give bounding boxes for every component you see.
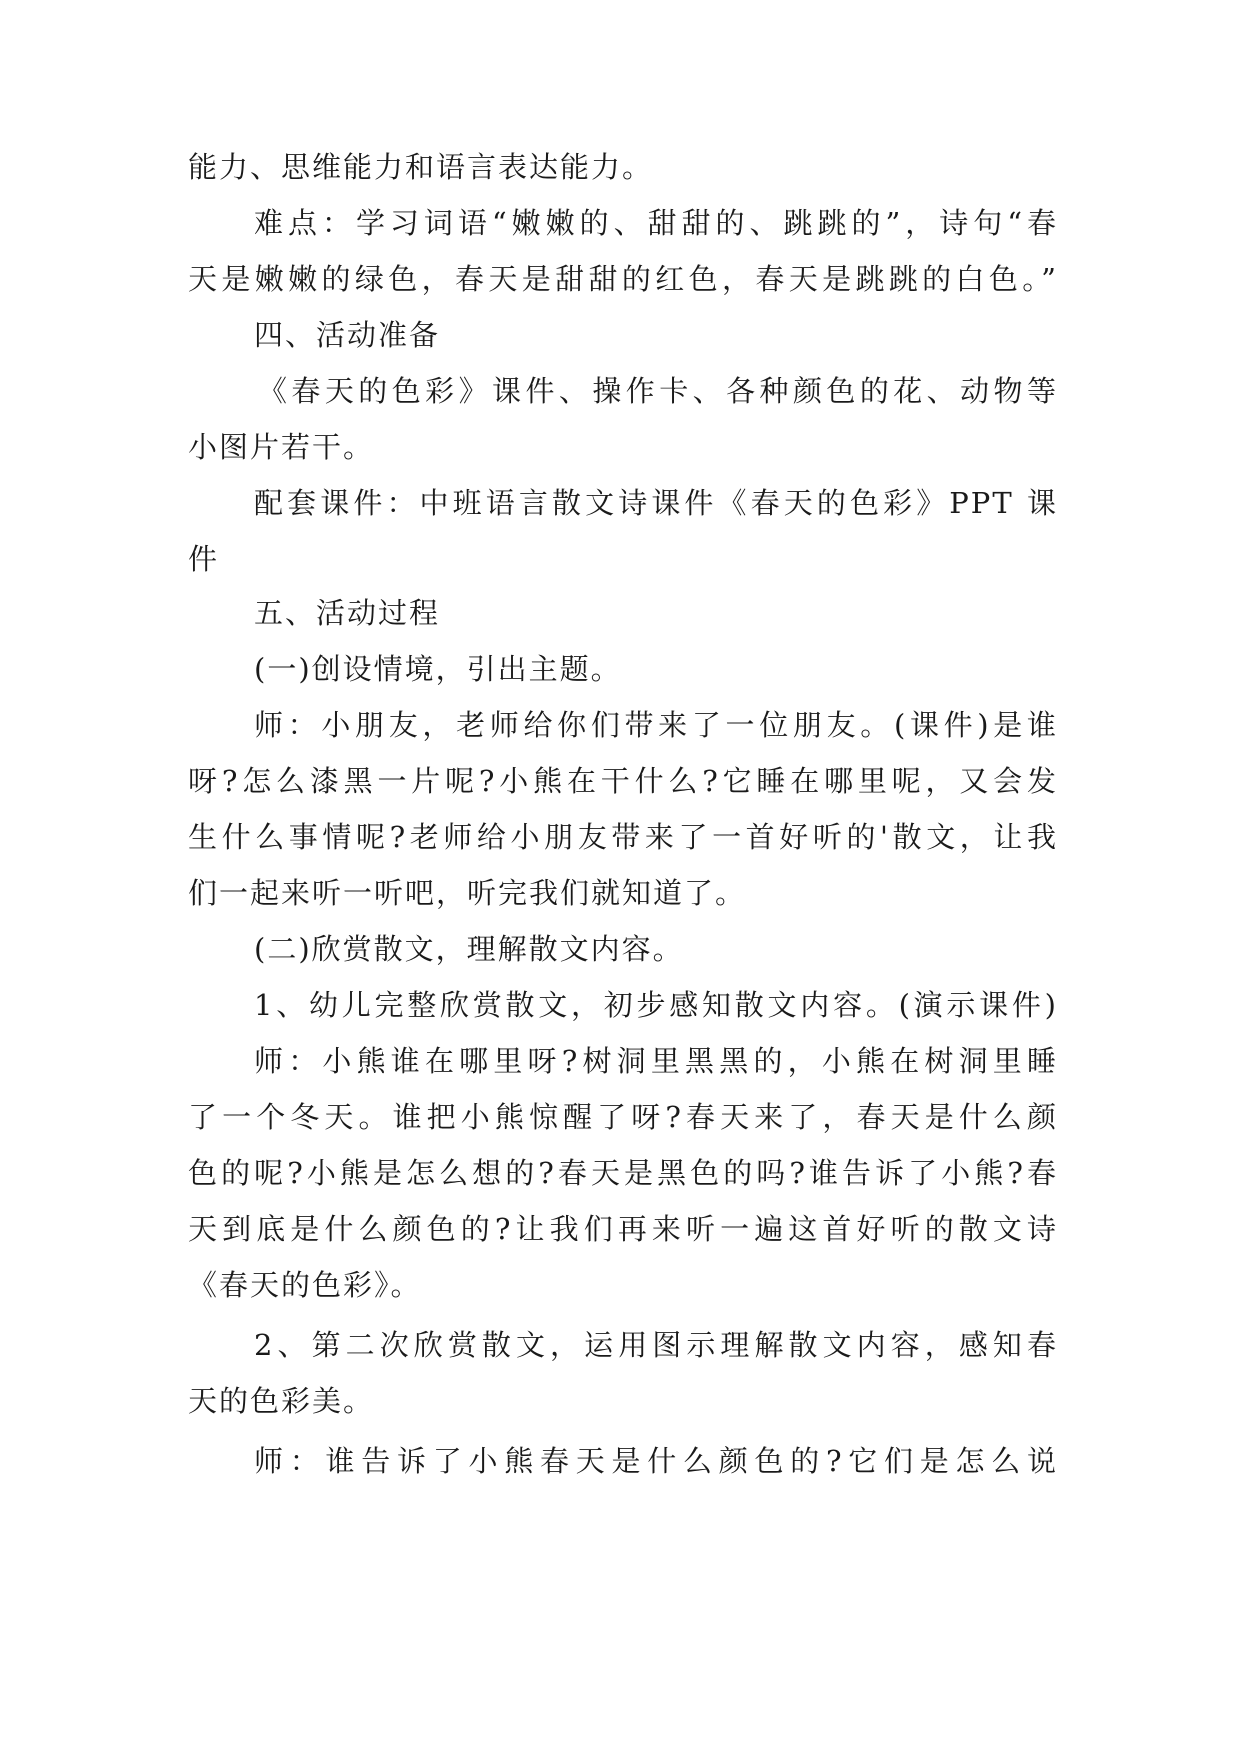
- text-line-19: 色的呢?小熊是怎么想的?春天是黑色的吗?谁告诉了小熊?春: [188, 1156, 1058, 1190]
- text-line-2: 难点：学习词语“嫩嫩的、甜甜的、跳跳的”，诗句“春: [254, 206, 1058, 240]
- text-line-22: 2、第二次欣赏散文，运用图示理解散文内容，感知春: [254, 1328, 1058, 1362]
- text-line-18: 了一个冬天。谁把小熊惊醒了呀?春天来了，春天是什么颜: [188, 1100, 1058, 1134]
- text-line-11: 师：小朋友，老师给你们带来了一位朋友。(课件)是谁: [254, 708, 1058, 742]
- text-line-14: 们一起来听一听吧，听完我们就知道了。: [188, 876, 747, 910]
- text-line-16: 1、幼儿完整欣赏散文，初步感知散文内容。(演示课件): [254, 988, 1058, 1022]
- text-line-6: 小图片若干。: [188, 430, 375, 464]
- text-line-7: 配套课件：中班语言散文诗课件《春天的色彩》PPT 课: [254, 486, 1058, 520]
- text-line-1: 能力、思维能力和语言表达能力。: [188, 150, 654, 184]
- text-line-3: 天是嫩嫩的绿色，春天是甜甜的红色，春天是跳跳的白色。”: [188, 262, 1058, 296]
- subheading-one: (一)创设情境，引出主题。: [254, 652, 622, 686]
- text-line-5: 《春天的色彩》课件、操作卡、各种颜色的花、动物等: [258, 374, 1058, 408]
- text-line-8: 件: [188, 542, 220, 576]
- section-heading-process: 五、活动过程: [254, 596, 441, 630]
- subheading-two: (二)欣赏散文，理解散文内容。: [254, 932, 684, 966]
- section-heading-preparation: 四、活动准备: [254, 318, 441, 352]
- text-line-13: 生什么事情呢?老师给小朋友带来了一首好听的'散文，让我: [188, 820, 1058, 854]
- text-line-24: 师：谁告诉了小熊春天是什么颜色的?它们是怎么说: [254, 1444, 1058, 1478]
- text-line-17: 师：小熊谁在哪里呀?树洞里黑黑的，小熊在树洞里睡: [254, 1044, 1058, 1078]
- text-line-21: 《春天的色彩》。: [188, 1268, 422, 1302]
- text-line-12: 呀?怎么漆黑一片呢?小熊在干什么?它睡在哪里呢，又会发: [188, 764, 1058, 798]
- text-line-23: 天的色彩美。: [188, 1384, 375, 1418]
- text-line-20: 天到底是什么颜色的?让我们再来听一遍这首好听的散文诗: [188, 1212, 1058, 1246]
- document-page: [188, 0, 1058, 1754]
